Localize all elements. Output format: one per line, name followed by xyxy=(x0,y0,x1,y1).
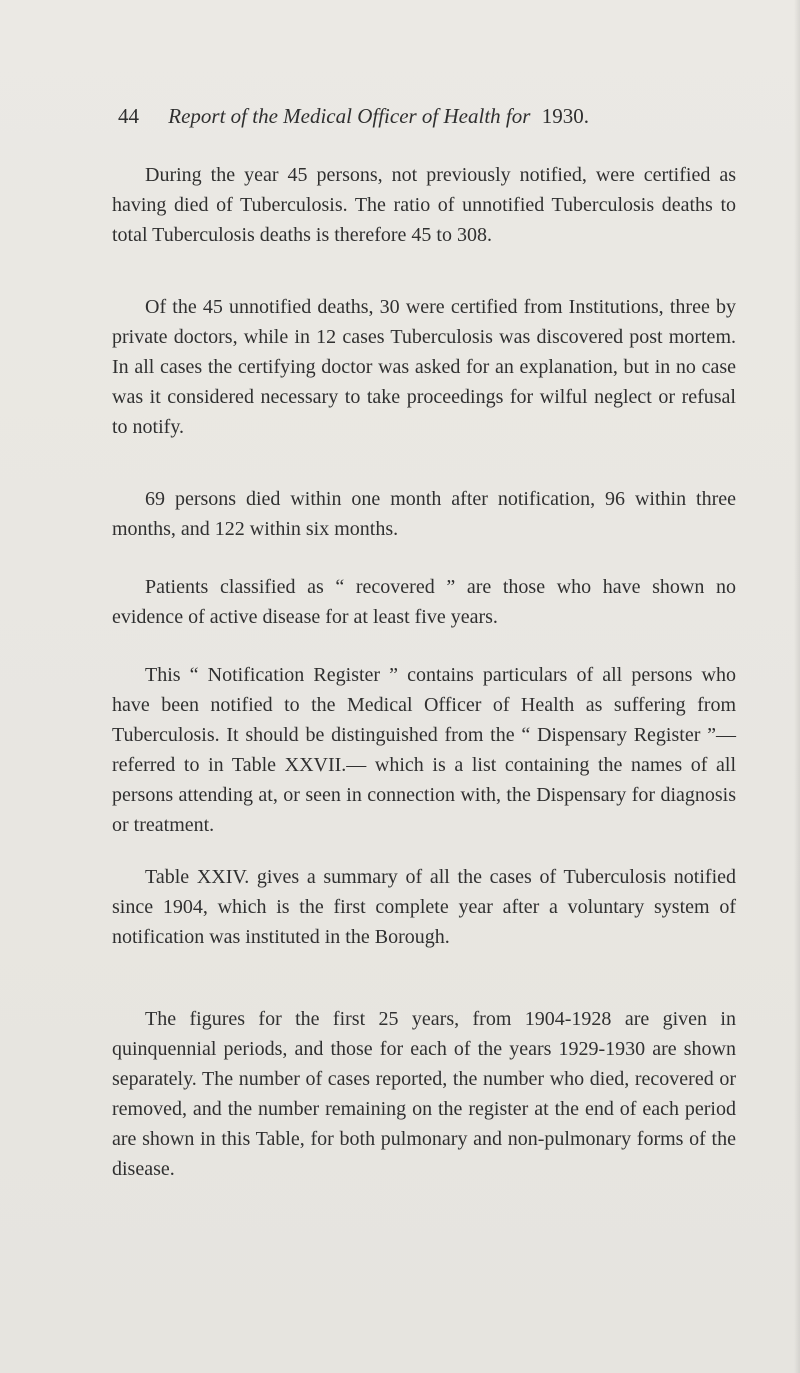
paragraph-figures: The figures for the first 25 years, from 1904-1928 are given in quinquennial periods, and those for each of the years 1929-1930 are shown separately. The number of cases reported, the number who died, recovered or removed, and the number remaining on the register at the end of each period are shown in this Table, for both pulmonary and non-pulmonary forms of the disease. xyxy=(112,1008,736,1180)
paragraph-table-xxiv: Table XXIV. gives a summary of all the cases of Tuberculosis notified since 1904, which is the first complete year after a voluntary system of notification was instituted in the Borough. xyxy=(112,866,736,948)
page-number: 44 xyxy=(118,104,139,128)
paragraph-deaths-after-notification: 69 persons died within one month after notification, 96 within three months, and 122 within six months. xyxy=(112,488,736,540)
report-year: 1930. xyxy=(541,104,589,128)
paragraph-unnotified-deaths: During the year 45 persons, not previously notified, were certified as having died of Tuberculosis. The ratio of unnotified Tuberculosis deaths to total Tuberculosis deaths is therefore 45 to 308. xyxy=(112,164,736,246)
report-title: Report of the Medical Officer of Health for xyxy=(168,104,531,128)
paragraph-notification-register: This “ Notification Register ” contains particulars of all persons who have been notified to the Medical Officer of Health as suffering from Tuberculosis. It should be distinguished from the “ Dispensary Register ”—referred to in Table XXVII.— which is a list containing the names of all persons attending at, or seen in connection with, the Dispensary for diagnosis or treatment. xyxy=(112,664,736,836)
page-edge-shadow xyxy=(794,0,800,1373)
paragraph-institutions: Of the 45 unnotified deaths, 30 were certified from Institutions, three by private doctors, while in 12 cases Tuberculosis was discovered post mortem. In all cases the certifying doctor was asked for an explanation, but in no case was it considered necessary to take proceedings for wilful neglect or refusal to notify. xyxy=(112,296,736,438)
paragraph-recovered: Patients classified as “ recovered ” are those who have shown no evidence of active disease for at least five years. xyxy=(112,576,736,628)
page-header xyxy=(118,104,678,129)
